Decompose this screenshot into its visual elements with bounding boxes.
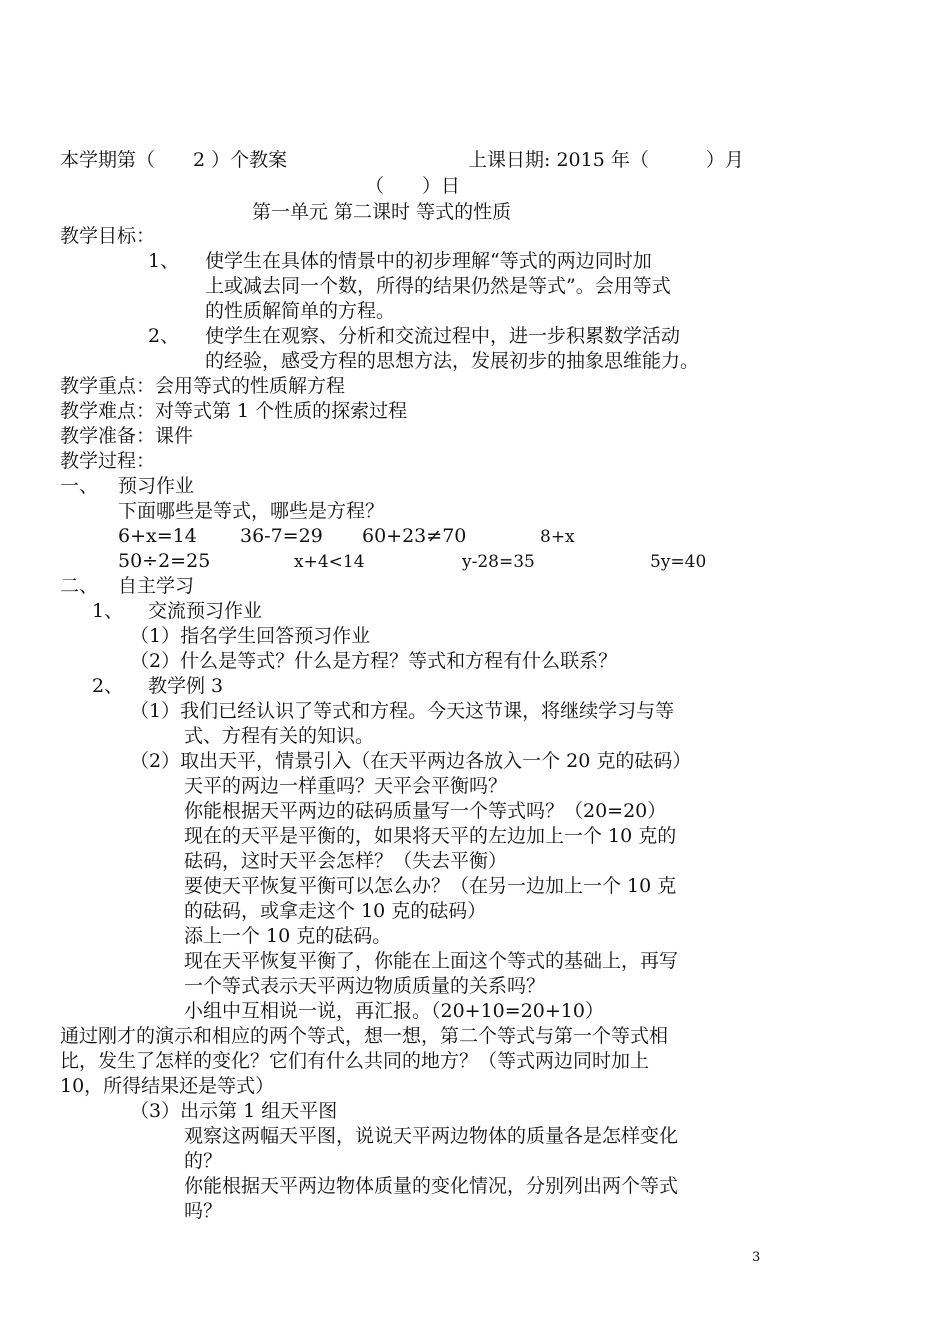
part-3-line-2: 观察这两幅天平图，说说天平两边物体的质量各是怎样变化: [184, 1125, 679, 1147]
part-2-line-2: 天平的两边一样重吗？天平会平衡吗？: [184, 775, 508, 797]
goals-label: 教学目标：: [60, 225, 156, 247]
equation: 60+23≠70: [362, 525, 467, 547]
teaching-difficulty: 教学难点：对等式第 1 个性质的探索过程: [60, 400, 408, 422]
part-3-line-1: （3）出示第 1 组天平图: [130, 1100, 338, 1122]
item-1-a: （1）指名学生回答预习作业: [130, 625, 371, 647]
item-1-b: （2）什么是等式？什么是方程？等式和方程有什么联系？: [130, 650, 618, 672]
section-1-number: 一、: [60, 475, 99, 497]
equation: 5y=40: [650, 552, 707, 572]
preview-question: 下面哪些是等式，哪些是方程？: [118, 500, 385, 522]
paragraph-line-3: 10，所得结果还是等式）: [60, 1075, 275, 1097]
goal-1-line-3: 的性质解简单的方程。: [205, 300, 396, 322]
item-1-title: 交流预习作业: [148, 600, 263, 622]
equation: x+4<14: [294, 552, 365, 572]
part-3-line-3: 的？: [184, 1150, 223, 1172]
part-2-line-6: 要使天平恢复平衡可以怎么办？（在另一边加上一个 10 克: [184, 875, 677, 897]
page-number: 3: [752, 1250, 761, 1265]
class-date: 上课日期: 2015 年（ ）月: [468, 149, 744, 171]
part-3-line-4: 你能根据天平两边物体质量的变化情况，分别列出两个等式: [184, 1175, 679, 1197]
part-2-line-11: 小组中互相说一说，再汇报。（20+10=20+10）: [184, 1000, 604, 1022]
section-2-number: 二、: [60, 575, 99, 597]
part-1-line-2: 式、方程有关的知识。: [184, 725, 375, 747]
part-1-line-1: （1）我们已经认识了等式和方程。今天这节课，将继续学习与等: [130, 700, 675, 722]
goal-1-line-2: 上或减去同一个数，所得的结果仍然是等式”。会用等式: [205, 275, 671, 297]
goal-2-line-2: 的经验，感受方程的思想方法，发展初步的抽象思维能力。: [205, 350, 700, 372]
goal-2-line-1: 使学生在观察、分析和交流过程中，进一步积累数学活动: [205, 325, 681, 347]
class-day: （ ）日: [365, 175, 461, 197]
paragraph-line-1: 通过刚才的演示和相应的两个等式，想一想，第二个等式与第一个等式相: [60, 1025, 669, 1047]
teaching-key: 教学重点：会用等式的性质解方程: [60, 375, 346, 397]
equation: 36-7=29: [240, 525, 323, 547]
item-1-number: 1、: [92, 600, 124, 622]
part-2-line-7: 的砝码，或拿走这个 10 克的砝码）: [184, 900, 487, 922]
goal-2-number: 2、: [148, 325, 180, 347]
item-2-number: 2、: [92, 675, 124, 697]
part-2-line-3: 你能根据天平两边的砝码质量写一个等式吗？（20=20）: [184, 800, 667, 822]
goal-1-number: 1、: [148, 250, 180, 272]
equation: 6+x=14: [118, 525, 197, 547]
teaching-prep: 教学准备：课件: [60, 425, 194, 447]
part-3-line-5: 吗？: [184, 1200, 223, 1222]
paragraph-line-2: 比，发生了怎样的变化？它们有什么共同的地方？（等式两边同时加上: [60, 1050, 650, 1072]
lesson-title: 第一单元 第二课时 等式的性质: [252, 201, 512, 223]
item-2-title: 教学例 3: [148, 675, 224, 697]
section-1-title: 预习作业: [118, 475, 195, 497]
section-2-title: 自主学习: [118, 575, 195, 597]
part-2-line-1: （2）取出天平，情景引入（在天平两边各放入一个 20 克的砝码）: [130, 750, 692, 772]
part-2-line-5: 砝码，这时天平会怎样？（失去平衡）: [184, 850, 508, 872]
part-2-line-9: 现在天平恢复平衡了，你能在上面这个等式的基础上，再写: [184, 950, 679, 972]
teaching-process: 教学过程：: [60, 450, 156, 472]
equation: y-28=35: [462, 552, 535, 572]
semester-lesson: 本学期第（ 2 ）个教案: [60, 149, 288, 171]
equation: 8+x: [540, 527, 575, 547]
equation: 50÷2=25: [118, 550, 211, 572]
part-2-line-4: 现在的天平是平衡的，如果将天平的左边加上一个 10 克的: [184, 825, 677, 847]
part-2-line-8: 添上一个 10 克的砝码。: [184, 925, 392, 947]
part-2-line-10: 一个等式表示天平两边物质质量的关系吗？: [184, 975, 546, 997]
goal-1-line-1: 使学生在具体的情景中的初步理解“等式的两边同时加: [205, 250, 652, 272]
